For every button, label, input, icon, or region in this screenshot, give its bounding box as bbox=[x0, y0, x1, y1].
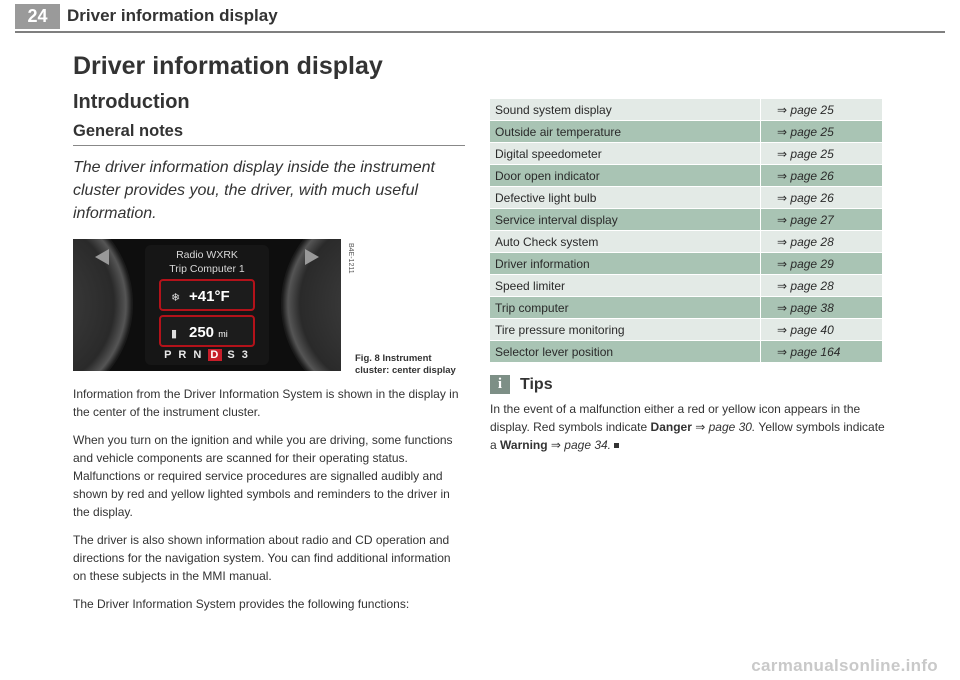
chapter-title: Driver information display bbox=[73, 52, 383, 80]
function-name: Service interval display bbox=[490, 209, 761, 231]
display-trip-line: Trip Computer 1 bbox=[169, 263, 245, 275]
temperature-value: +41°F bbox=[189, 288, 230, 305]
range-value: 250 bbox=[189, 324, 215, 341]
right-turn-arrow-icon bbox=[305, 249, 319, 265]
body-text bbox=[73, 385, 465, 613]
page-reference-link[interactable]: ⇒ page 26 bbox=[761, 165, 883, 187]
figure-caption bbox=[355, 353, 456, 377]
table-row bbox=[490, 253, 882, 275]
instrument-cluster-image bbox=[73, 239, 341, 371]
header-rule bbox=[15, 31, 945, 33]
table-row bbox=[490, 275, 882, 297]
table-row bbox=[490, 297, 882, 319]
page-reference-link[interactable]: ⇒ page 25 bbox=[761, 99, 883, 121]
page-reference-link[interactable]: ⇒ page 28 bbox=[761, 275, 883, 297]
gear-prefix: P R N bbox=[164, 349, 204, 361]
table-row bbox=[490, 341, 882, 363]
running-header: Driver information display bbox=[67, 6, 278, 25]
function-name: Speed limiter bbox=[490, 275, 761, 297]
gear-indicator bbox=[145, 345, 269, 365]
subsection-title: General notes bbox=[73, 122, 465, 146]
paragraph: The Driver Information System provides the following functions: bbox=[73, 597, 410, 611]
function-name: Trip computer bbox=[490, 297, 761, 319]
function-name: Defective light bulb bbox=[490, 187, 761, 209]
range-box bbox=[159, 315, 255, 347]
function-name: Selector lever position bbox=[490, 341, 761, 363]
figure-code: B4E-1211 bbox=[347, 243, 354, 274]
function-name: Digital speedometer bbox=[490, 143, 761, 165]
info-icon: i bbox=[490, 375, 510, 394]
table-row bbox=[490, 121, 882, 143]
function-name: Outside air temperature bbox=[490, 121, 761, 143]
intro-text: The driver information display inside the instrument cluster provides you, the driver, with much useful information. bbox=[73, 159, 435, 222]
table-row bbox=[490, 165, 882, 187]
paragraph: Information from the Driver Information System is shown in the display in the center of the instrument cluster. bbox=[73, 387, 459, 419]
paragraph: When you turn on the ignition and while you are driving, some functions and vehicle components are scanned for their operating status. Malfunctions or required service procedures are signalled audibly and shown by red and yellow lighted symbols and reminders to the driver in the display. bbox=[73, 433, 453, 519]
fuel-pump-icon: ▮ bbox=[171, 328, 178, 340]
gear-suffix: S 3 bbox=[227, 349, 250, 361]
caption-line-2: cluster: center display bbox=[355, 365, 456, 376]
table-row bbox=[490, 99, 882, 121]
table-row bbox=[490, 187, 882, 209]
function-name: Tire pressure monitoring bbox=[490, 319, 761, 341]
left-turn-arrow-icon bbox=[95, 249, 109, 265]
section-title: Introduction bbox=[73, 91, 190, 113]
tips-header bbox=[490, 375, 884, 394]
end-mark-icon bbox=[614, 443, 619, 448]
right-column bbox=[490, 99, 884, 454]
table-row bbox=[490, 319, 882, 341]
table-row bbox=[490, 231, 882, 253]
page-number: 24 bbox=[15, 4, 60, 29]
function-name: Door open indicator bbox=[490, 165, 761, 187]
tips-text-part1: In the event of a malfunction either a red or yellow icon appears in the display. Red symbols indicate bbox=[490, 402, 861, 434]
page-reference-link[interactable]: ⇒ page 26 bbox=[761, 187, 883, 209]
page-reference-link[interactable]: ⇒ page 25 bbox=[761, 121, 883, 143]
page-reference-link[interactable]: ⇒ page 38 bbox=[761, 297, 883, 319]
page-reference-link[interactable]: ⇒ page 25 bbox=[761, 143, 883, 165]
watermark: carmanualsonline.info bbox=[751, 656, 938, 675]
warning-page-link[interactable]: ⇒ page 34. bbox=[547, 438, 612, 452]
page-reference-link[interactable]: ⇒ page 29 bbox=[761, 253, 883, 275]
paragraph: The driver is also shown information about radio and CD operation and directions for the navigation system. You can find additional information on these subjects in the MMI manual. bbox=[73, 533, 451, 583]
function-name: Auto Check system bbox=[490, 231, 761, 253]
functions-table bbox=[490, 99, 882, 363]
page-reference-link[interactable]: ⇒ page 28 bbox=[761, 231, 883, 253]
left-column bbox=[73, 44, 465, 613]
table-row bbox=[490, 143, 882, 165]
display-radio-line: Radio WXRK bbox=[176, 249, 238, 261]
temperature-box bbox=[159, 279, 255, 311]
function-name: Driver information bbox=[490, 253, 761, 275]
tips-text-part2: Yellow symbols indicate a bbox=[490, 420, 885, 452]
page-reference-link[interactable]: ⇒ page 27 bbox=[761, 209, 883, 231]
page-reference-link[interactable]: ⇒ page 40 bbox=[761, 319, 883, 341]
tips-box bbox=[490, 375, 884, 454]
danger-label: Danger bbox=[650, 420, 692, 434]
danger-page-link[interactable]: ⇒ page 30. bbox=[691, 420, 756, 434]
snowflake-icon: ❄ bbox=[171, 292, 181, 304]
tips-title: Tips bbox=[520, 375, 553, 393]
figure-8 bbox=[73, 239, 465, 376]
caption-line-1: Fig. 8 Instrument bbox=[355, 353, 432, 364]
gear-active: D bbox=[210, 349, 221, 361]
page-reference-link[interactable]: ⇒ page 164 bbox=[761, 341, 883, 363]
tips-text bbox=[490, 400, 890, 454]
warning-label: Warning bbox=[500, 438, 548, 452]
range-unit: mi bbox=[218, 329, 228, 339]
table-row bbox=[490, 209, 882, 231]
function-name: Sound system display bbox=[490, 99, 761, 121]
